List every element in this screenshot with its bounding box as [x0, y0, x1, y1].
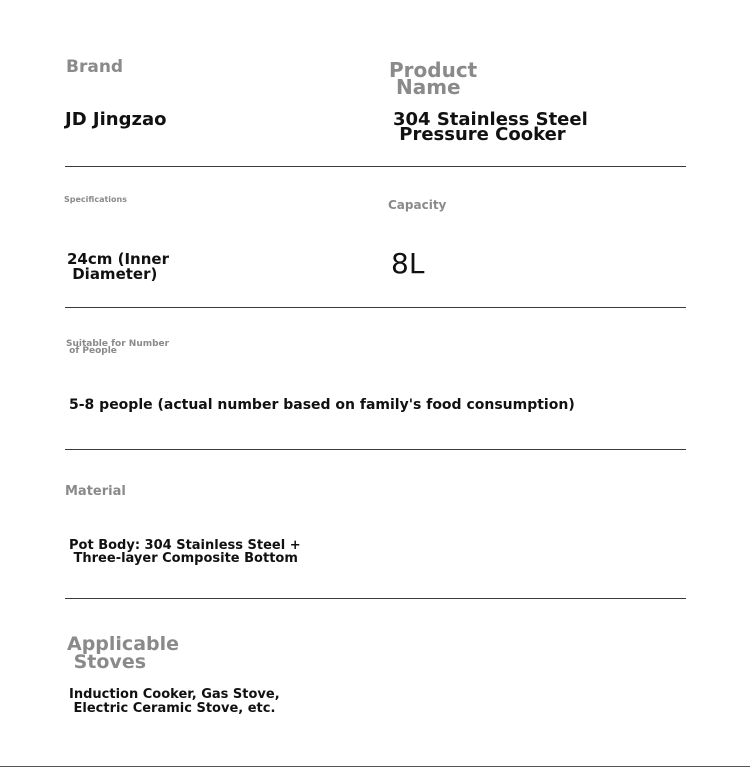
product-name-label: Product Name	[389, 58, 478, 99]
product-name-value: 304 Stainless Steel Pressure Cooker	[393, 109, 588, 145]
material-label: Material	[65, 484, 126, 499]
specifications-label: Specifications	[64, 195, 127, 204]
people-value: 5-8 people (actual number based on family's food consumption)	[69, 397, 575, 413]
stoves-label: Applicable Stoves	[67, 633, 180, 673]
brand-label: Brand	[66, 57, 124, 77]
specifications-value: 24cm (Inner Diameter)	[67, 250, 169, 283]
capacity-value: 8L	[391, 247, 425, 280]
divider-1	[65, 166, 686, 167]
divider-2	[65, 307, 686, 308]
stoves-value: Induction Cooker, Gas Stove, Electric Ceramic Stove, etc.	[69, 687, 280, 716]
bottom-border	[0, 766, 750, 767]
capacity-label: Capacity	[388, 198, 447, 212]
divider-4	[65, 598, 686, 599]
divider-3	[65, 449, 686, 450]
brand-value: JD Jingzao	[65, 109, 167, 130]
people-label: Suitable for Number of People	[66, 339, 170, 356]
material-value: Pot Body: 304 Stainless Steel + Three-layer Composite Bottom	[69, 538, 301, 566]
